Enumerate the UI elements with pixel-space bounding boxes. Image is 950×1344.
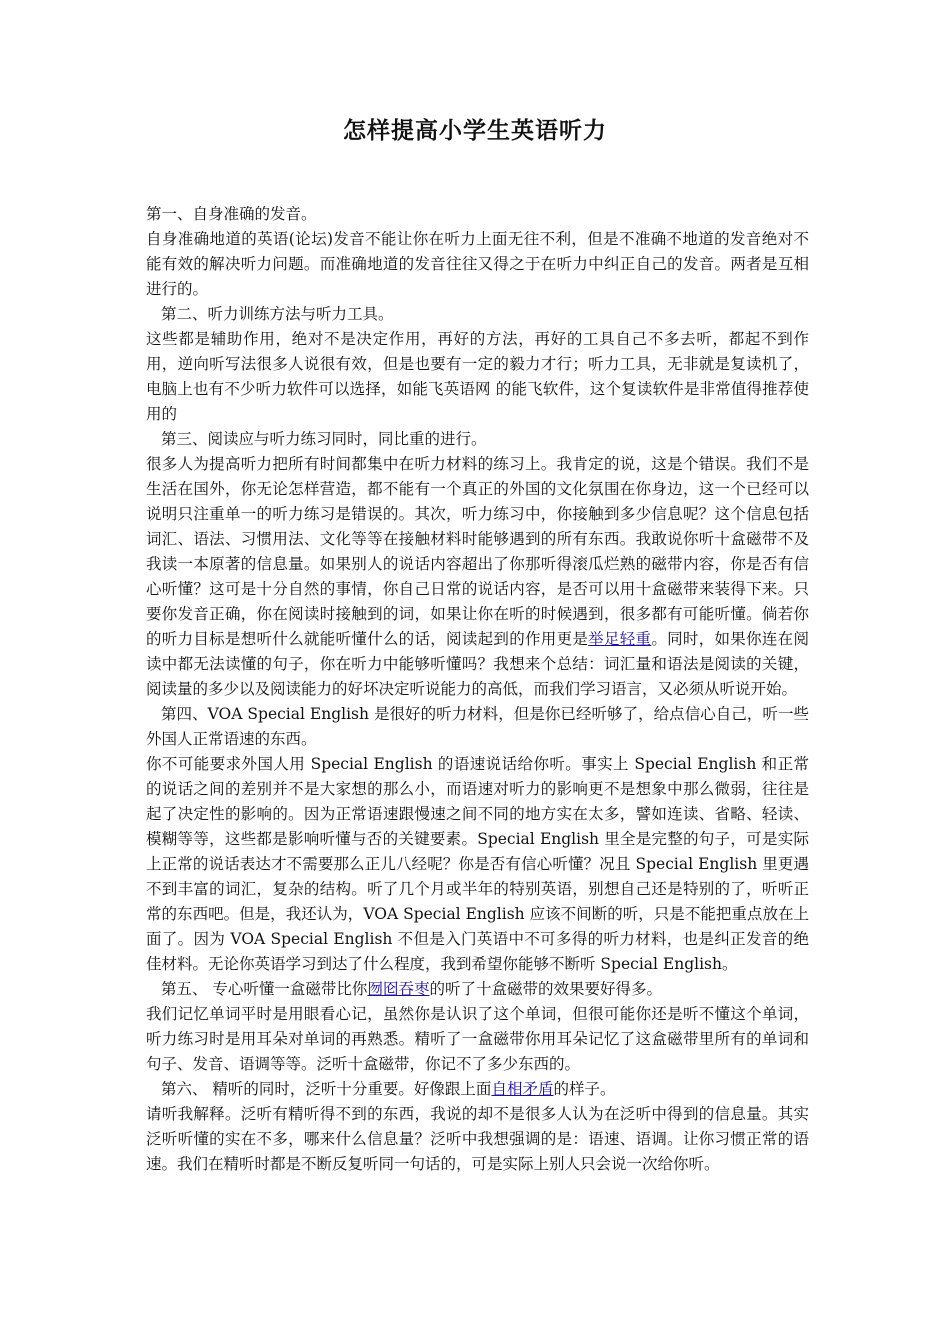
section-5-heading-a: 第五、 专心听懂一盒磁带比你 (161, 980, 368, 998)
section-3-text-b: 。同时，如果你连在阅读中都无法读懂的句子，你在听力中能够听懂吗？我想来个总结：词汇量和语法是阅读的关键，阅读量的多少以及阅读能力的好坏决定听说能力的高低，而我们学习语言，又必须从听说开始。 (146, 630, 809, 698)
section-1-heading: 第一、自身准确的发音。 (146, 205, 317, 223)
section-6-paragraph: 请听我解释。泛听有精听得不到的东西，我说的却不是很多人认为在泛听中得到的信息量。其实泛听听懂的实在不多，哪来什么信息量？泛听中我想强调的是：语速、语调。让你习惯正常的语速。我们在精听时都是不断反复听同一句话的，可是实际上别人只会说一次给你听。 (146, 1105, 809, 1173)
link-hulunshunzao[interactable]: 囫囵吞枣 (367, 980, 430, 998)
section-6-heading-a: 第六、 精听的同时，泛听十分重要。好像跟上面 (161, 1080, 492, 1098)
section-5-heading (146, 977, 809, 1002)
article-body (146, 202, 809, 1177)
section-5-paragraph: 我们记忆单词平时是用眼看心记，虽然你是认识了这个单词，但很可能你还是听不懂这个单词，听力练习时是用耳朵对单词的再熟悉。精听了一盒磁带你用耳朵记忆了这盒磁带里所有的单词和句子、发音、语调等等。泛听十盒磁带，你记不了多少东西的。 (146, 1005, 809, 1073)
section-3-paragraph (146, 452, 809, 702)
section-2-paragraph: 这些都是辅助作用，绝对不是决定作用，再好的方法，再好的工具自己不多去听，都起不到作用，逆向听写法很多人说很有效，但是也要有一定的毅力才行；听力工具，无非就是复读机了，电脑上也有不少听力软件可以选择，如能飞英语网 的能飞软件，这个复读软件是非常值得推荐使用的 (146, 330, 809, 423)
section-4-heading: 第四、VOA Special English 是很好的听力材料，但是你已经听够了，给点信心自己，听一些外国人正常语速的东西。 (146, 705, 809, 748)
section-3-text-a: 很多人为提高听力把所有时间都集中在听力材料的练习上。我肯定的说，这是个错误。我们不是生活在国外，你无论怎样营造，都不能有一个真正的外国的文化氛围在你身边，这一个已经可以说明只注重单一的听力练习是错误的。其次，听力练习中，你接触到多少信息呢？这个信息包括词汇、语法、习惯用法、文化等等在接触材料时能够遇到的所有东西。我敢说你听十盒磁带不及我读一本原著的信息量。如果别人的说话内容超出了你那听得滚瓜烂熟的磁带内容，你是否有信心听懂？这可是十分自然的事情，你自己日常的说话内容，是否可以用十盒磁带来装得下来。只要你发音正确，你在阅读时接触到的词，如果让你在听的时候遇到，很多都有可能听懂。倘若你的听力目标是想听什么就能听懂什么的话，阅读起到的作用更是 (146, 455, 809, 648)
section-2-heading: 第二、听力训练方法与听力工具。 (161, 305, 394, 323)
link-zixiangmaodun[interactable]: 自相矛盾 (491, 1080, 554, 1098)
section-3-heading: 第三、阅读应与听力练习同时，同比重的进行。 (161, 430, 487, 448)
page-title: 怎样提高小学生英语听力 (343, 117, 607, 144)
section-6-heading (146, 1077, 809, 1102)
section-1-paragraph: 自身准确地道的英语(论坛)发音不能让你在听力上面无往不利，但是不准确不地道的发音绝对不能有效的解决听力问题。而准确地道的发音往往又得之于在听力中纠正自己的发音。两者是互相进行的。 (146, 230, 809, 298)
section-5-heading-b: 的听了十盒磁带的效果要好得多。 (429, 980, 662, 998)
section-4-paragraph: 你不可能要求外国人用 Special English 的语速说话给你听。事实上 Special English 和正常的说话之间的差别并不是大家想的那么小，而语速对听力的影响更不是想象中那么微弱，往往是起了决定性的影响的。因为正常语速跟慢速之间不同的地方实在太多，譬如连读、省略、轻读、模糊等等，这些都是影响听懂与否的关键要素。Special English 里全是完整的句子，可是实际上正常的说话表达才不需要那么正儿八经呢？你是否有信心听懂？况且 Special English 里更遇不到丰富的词汇，复杂的结构。听了几个月或半年的特别英语，别想自己还是特别的了，听听正常的东西吧。但是，我还认为，VOA Special English 应该不间断的听，只是不能把重点放在上面了。因为 VOA Special English 不但是入门英语中不可多得的听力材料，也是纠正发音的绝佳材料。无论你英语学习到达了什么程度，我到希望你能够不断听 Special English。 (146, 755, 809, 973)
section-6-heading-b: 的样子。 (553, 1080, 616, 1098)
link-juzuqingzhong[interactable]: 举足轻重 (588, 630, 652, 648)
